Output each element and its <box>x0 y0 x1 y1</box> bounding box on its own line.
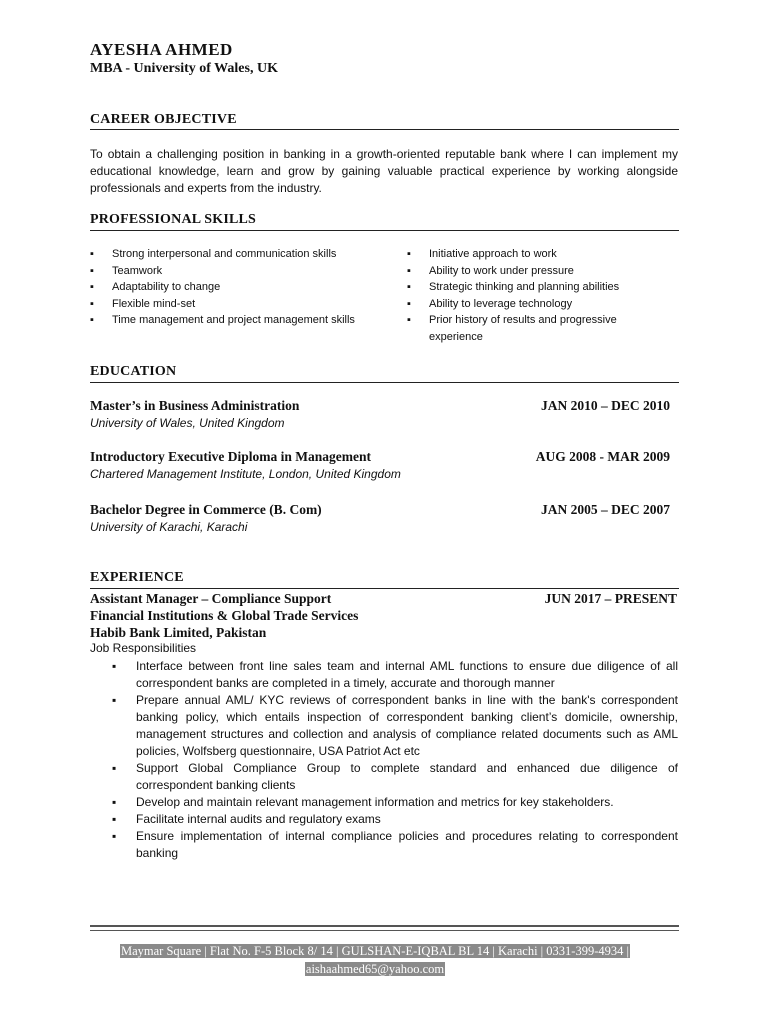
skill-item: ▪ Initiative approach to work <box>407 246 657 263</box>
education-heading: EDUCATION <box>90 364 177 379</box>
education-dates: JAN 2010 – DEC 2010 <box>540 398 670 413</box>
skill-item: ▪ Teamwork <box>90 263 375 280</box>
footer-divider <box>90 925 679 927</box>
education-institution: University of Karachi, Karachi <box>90 520 248 534</box>
candidate-degree: MBA - University of Wales, UK <box>90 61 278 76</box>
responsibility-item: ▪ Develop and maintain relevant management information and metrics for key stakeholders. <box>112 794 678 811</box>
section-divider <box>90 382 679 383</box>
skill-item: ▪ Strong interpersonal and communication skills <box>90 246 375 263</box>
job-department: Financial Institutions & Global Trade Services <box>90 608 359 623</box>
skill-item: ▪ Strategic thinking and planning abilities <box>407 279 657 296</box>
job-role: Assistant Manager – Compliance Support <box>90 591 332 606</box>
job-responsibilities-list <box>112 658 678 862</box>
skill-item: ▪ Ability to leverage technology <box>407 296 657 313</box>
skill-item: ▪ Time management and project management skills <box>90 312 375 329</box>
section-divider <box>90 588 679 589</box>
skills-list-right <box>407 246 657 345</box>
contact-address: Maymar Square | Flat No. F-5 Block 8/ 14 | GULSHAN-E-IQBAL BL 14 | Karachi | 0331-399-4934 | <box>120 944 630 958</box>
career-objective-text: To obtain a challenging position in banking in a growth-oriented reputable bank where I can implement my educational knowledge, learn and grow by gaining valuable practical experience by working alongside professionals and experts from the industry. <box>90 147 678 195</box>
education-institution: Chartered Management Institute, London, United Kingdom <box>90 467 401 481</box>
education-dates: AUG 2008 - MAR 2009 <box>535 449 670 464</box>
career-objective-heading: CAREER OBJECTIVE <box>90 112 237 127</box>
skill-item: ▪ Prior history of results and progressive experience <box>407 312 657 345</box>
section-divider <box>90 230 679 231</box>
responsibility-item: ▪ Prepare annual AML/ KYC reviews of correspondent banks in line with the bank's correspondent banking policy, which entails inspection of correspondent banking client’s domicile, ownership, management structures and collection and analysis of compliance related documents such as AML policies, Wolfsberg questionnaire, USA Patriot Act etc <box>112 692 678 760</box>
skill-item: ▪ Flexible mind-set <box>90 296 375 313</box>
responsibility-item: ▪ Ensure implementation of internal compliance policies and procedures relating to correspondent banking <box>112 828 678 862</box>
responsibility-item: ▪ Facilitate internal audits and regulatory exams <box>112 811 678 828</box>
education-degree: Introductory Executive Diploma in Management <box>90 449 371 464</box>
education-degree: Bachelor Degree in Commerce (B. Com) <box>90 502 322 517</box>
job-employer: Habib Bank Limited, Pakistan <box>90 625 267 640</box>
section-divider <box>90 129 679 130</box>
education-institution: University of Wales, United Kingdom <box>90 416 285 430</box>
responsibility-item: ▪ Interface between front line sales team and internal AML functions to ensure due diligence of all correspondent banks are completed in a timely, accurate and thorough manner <box>112 658 678 692</box>
job-responsibilities-label: Job Responsibilities <box>90 641 197 655</box>
education-degree: Master’s in Business Administration <box>90 398 300 413</box>
responsibility-item: ▪ Support Global Compliance Group to complete standard and enhanced due diligence of correspondent banking clients <box>112 760 678 794</box>
professional-skills-heading: PROFESSIONAL SKILLS <box>90 212 257 227</box>
experience-heading: EXPERIENCE <box>90 570 184 585</box>
skill-item: ▪ Adaptability to change <box>90 279 375 296</box>
candidate-name: AYESHA AHMED <box>90 40 233 59</box>
skill-item: ▪ Ability to work under pressure <box>407 263 657 280</box>
footer-divider <box>90 930 679 931</box>
contact-footer <box>88 942 662 978</box>
job-dates: JUN 2017 – PRESENT <box>544 591 677 606</box>
contact-email: aishaahmed65@yahoo.com <box>305 962 445 976</box>
skills-list-left <box>90 246 375 329</box>
education-dates: JAN 2005 – DEC 2007 <box>540 502 670 517</box>
